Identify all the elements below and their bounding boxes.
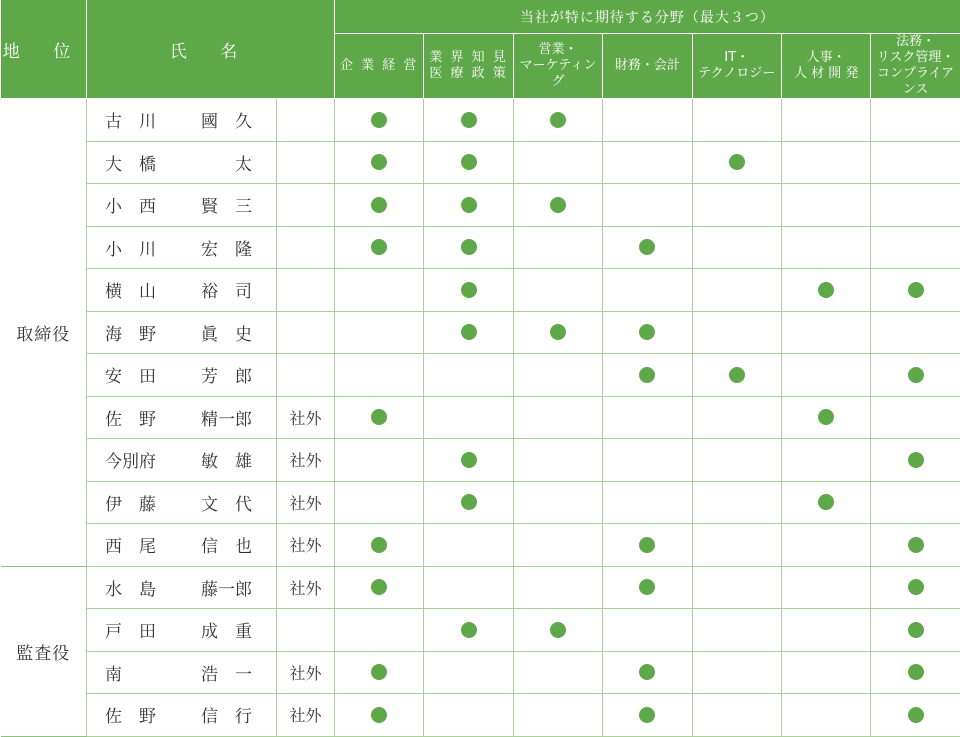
field-cell xyxy=(692,609,781,652)
field-cell xyxy=(424,396,513,439)
expected-field-dot-icon xyxy=(371,112,387,128)
field-cell xyxy=(781,566,870,609)
member-surname: 小 西 xyxy=(105,192,201,217)
field-cell xyxy=(871,566,960,609)
table-row xyxy=(1,481,960,524)
field-cell xyxy=(871,694,960,737)
table-row xyxy=(1,226,960,269)
member-surname: 小 川 xyxy=(105,235,201,260)
table-row xyxy=(1,609,960,652)
external-badge: 社外 xyxy=(277,481,335,524)
field-cell xyxy=(335,524,424,567)
expected-field-dot-icon xyxy=(639,707,655,723)
header-field-it-technology: IT・ テクノロジー xyxy=(692,34,781,99)
field-cell xyxy=(335,439,424,482)
member-name xyxy=(87,481,277,524)
expected-field-dot-icon xyxy=(461,197,477,213)
field-cell xyxy=(603,566,692,609)
member-name xyxy=(87,524,277,567)
field-cell xyxy=(692,396,781,439)
expected-field-dot-icon xyxy=(639,664,655,680)
member-given-name: 文 代 xyxy=(201,490,252,515)
field-cell xyxy=(335,269,424,312)
field-cell xyxy=(871,439,960,482)
expected-field-dot-icon xyxy=(550,622,566,638)
field-cell xyxy=(335,651,424,694)
expected-field-dot-icon xyxy=(371,239,387,255)
field-cell xyxy=(603,694,692,737)
member-name xyxy=(87,354,277,397)
field-cell xyxy=(335,99,424,142)
external-badge: 社外 xyxy=(277,396,335,439)
header-field-corporate-management: 企 業 経 営 xyxy=(335,34,424,99)
field-cell xyxy=(513,694,602,737)
field-cell xyxy=(424,481,513,524)
expected-field-dot-icon xyxy=(729,154,745,170)
expected-field-dot-icon xyxy=(908,367,924,383)
field-cell xyxy=(335,354,424,397)
field-cell xyxy=(692,99,781,142)
field-cell xyxy=(871,269,960,312)
field-cell xyxy=(335,141,424,184)
field-cell xyxy=(603,99,692,142)
member-name xyxy=(87,141,277,184)
expected-field-dot-icon xyxy=(461,112,477,128)
expected-field-dot-icon xyxy=(371,409,387,425)
external-badge xyxy=(277,184,335,227)
table-row xyxy=(1,439,960,482)
field-cell xyxy=(603,311,692,354)
field-cell xyxy=(692,566,781,609)
external-badge xyxy=(277,609,335,652)
member-surname: 西 尾 xyxy=(105,532,201,557)
table-row xyxy=(1,651,960,694)
expected-field-dot-icon xyxy=(639,239,655,255)
external-badge xyxy=(277,354,335,397)
table-row xyxy=(1,184,960,227)
field-cell xyxy=(603,141,692,184)
table-row xyxy=(1,269,960,312)
member-given-name: 藤一郎 xyxy=(201,575,252,600)
field-cell xyxy=(871,184,960,227)
field-cell xyxy=(781,694,870,737)
member-surname: 大 橋 xyxy=(105,150,201,175)
field-cell xyxy=(781,524,870,567)
header-field-legal-risk-compliance: 法務・ リスク管理・ コンプライアンス xyxy=(871,34,960,99)
external-badge: 社外 xyxy=(277,566,335,609)
expected-field-dot-icon xyxy=(461,324,477,340)
expected-field-dot-icon xyxy=(371,707,387,723)
member-name xyxy=(87,609,277,652)
expected-field-dot-icon xyxy=(818,409,834,425)
expected-field-dot-icon xyxy=(908,622,924,638)
field-cell xyxy=(603,354,692,397)
field-cell xyxy=(781,141,870,184)
field-cell xyxy=(513,226,602,269)
field-cell xyxy=(424,566,513,609)
member-name xyxy=(87,439,277,482)
external-badge: 社外 xyxy=(277,524,335,567)
expected-field-dot-icon xyxy=(550,197,566,213)
member-name xyxy=(87,99,277,142)
field-cell xyxy=(692,524,781,567)
field-cell xyxy=(781,651,870,694)
member-surname: 伊 藤 xyxy=(105,490,201,515)
member-given-name: 宏 隆 xyxy=(201,235,252,260)
member-surname: 佐 野 xyxy=(105,405,201,430)
header-field-industry-policy: 業 界 知 見 医 療 政 策 xyxy=(424,34,513,99)
expected-field-dot-icon xyxy=(461,494,477,510)
field-cell xyxy=(424,524,513,567)
field-cell xyxy=(781,354,870,397)
position-label: 取締役 xyxy=(1,99,87,567)
external-badge: 社外 xyxy=(277,651,335,694)
member-given-name: 裕 司 xyxy=(201,277,252,302)
field-cell xyxy=(781,311,870,354)
field-cell xyxy=(513,354,602,397)
expected-field-dot-icon xyxy=(818,282,834,298)
expected-field-dot-icon xyxy=(371,197,387,213)
field-cell xyxy=(871,396,960,439)
field-cell xyxy=(513,141,602,184)
field-cell xyxy=(603,226,692,269)
member-surname: 今別府 xyxy=(105,447,201,472)
member-given-name: 敏 雄 xyxy=(201,447,252,472)
table-row xyxy=(1,99,960,142)
member-surname: 海 野 xyxy=(105,320,201,345)
field-cell xyxy=(513,269,602,312)
field-cell xyxy=(424,141,513,184)
field-cell xyxy=(335,226,424,269)
expected-field-dot-icon xyxy=(908,579,924,595)
expected-field-dot-icon xyxy=(639,324,655,340)
field-cell xyxy=(692,269,781,312)
header-field-finance-accounting: 財務・会計 xyxy=(603,34,692,99)
field-cell xyxy=(603,184,692,227)
field-cell xyxy=(603,481,692,524)
field-cell xyxy=(781,269,870,312)
expected-field-dot-icon xyxy=(908,537,924,553)
field-cell xyxy=(513,311,602,354)
field-cell xyxy=(424,269,513,312)
field-cell xyxy=(871,141,960,184)
field-cell xyxy=(692,354,781,397)
member-given-name: 成 重 xyxy=(201,617,252,642)
field-cell xyxy=(335,609,424,652)
member-surname: 横 山 xyxy=(105,277,201,302)
field-cell xyxy=(603,651,692,694)
field-cell xyxy=(424,439,513,482)
external-badge xyxy=(277,141,335,184)
expected-field-dot-icon xyxy=(908,664,924,680)
expected-field-dot-icon xyxy=(550,112,566,128)
field-cell xyxy=(781,481,870,524)
member-surname: 古 川 xyxy=(105,107,201,132)
table-row xyxy=(1,141,960,184)
field-cell xyxy=(692,439,781,482)
field-cell xyxy=(513,439,602,482)
expected-field-dot-icon xyxy=(461,154,477,170)
external-badge: 社外 xyxy=(277,439,335,482)
member-name xyxy=(87,226,277,269)
expected-field-dot-icon xyxy=(461,622,477,638)
field-cell xyxy=(781,439,870,482)
member-given-name: 賢 三 xyxy=(201,192,252,217)
field-cell xyxy=(513,99,602,142)
field-cell xyxy=(424,694,513,737)
field-cell xyxy=(603,524,692,567)
expected-field-dot-icon xyxy=(908,452,924,468)
field-cell xyxy=(513,609,602,652)
field-cell xyxy=(424,354,513,397)
field-cell xyxy=(871,651,960,694)
field-cell xyxy=(603,396,692,439)
field-cell xyxy=(692,651,781,694)
field-cell xyxy=(424,609,513,652)
header-expected-fields: 当社が特に期待する分野（最大３つ） xyxy=(335,0,960,34)
field-cell xyxy=(692,481,781,524)
expected-field-dot-icon xyxy=(639,579,655,595)
expected-field-dot-icon xyxy=(371,579,387,595)
member-surname: 佐 野 xyxy=(105,702,201,727)
field-cell xyxy=(335,311,424,354)
field-cell xyxy=(781,99,870,142)
member-given-name: 信 行 xyxy=(201,702,252,727)
field-cell xyxy=(692,226,781,269)
expected-field-dot-icon xyxy=(550,324,566,340)
field-cell xyxy=(871,524,960,567)
member-given-name: 眞 史 xyxy=(201,320,252,345)
external-badge xyxy=(277,311,335,354)
field-cell xyxy=(603,439,692,482)
member-name xyxy=(87,396,277,439)
member-given-name: 信 也 xyxy=(201,532,252,557)
field-cell xyxy=(871,226,960,269)
member-given-name: 國 久 xyxy=(201,107,252,132)
member-given-name: 芳 郎 xyxy=(201,362,252,387)
field-cell xyxy=(692,311,781,354)
field-cell xyxy=(603,609,692,652)
field-cell xyxy=(781,396,870,439)
external-badge xyxy=(277,269,335,312)
field-cell xyxy=(513,651,602,694)
table-header xyxy=(1,0,960,99)
header-name: 氏 名 xyxy=(87,0,335,99)
field-cell xyxy=(424,226,513,269)
field-cell xyxy=(335,184,424,227)
field-cell xyxy=(335,566,424,609)
expected-field-dot-icon xyxy=(461,282,477,298)
field-cell xyxy=(692,184,781,227)
expected-field-dot-icon xyxy=(908,282,924,298)
table-body xyxy=(1,99,960,737)
field-cell xyxy=(424,184,513,227)
field-cell xyxy=(692,141,781,184)
field-cell xyxy=(781,184,870,227)
field-cell xyxy=(335,396,424,439)
field-cell xyxy=(603,269,692,312)
field-cell xyxy=(513,396,602,439)
external-badge: 社外 xyxy=(277,694,335,737)
expected-field-dot-icon xyxy=(461,452,477,468)
expected-field-dot-icon xyxy=(461,239,477,255)
member-given-name: 精一郎 xyxy=(201,405,252,430)
member-name xyxy=(87,651,277,694)
external-badge xyxy=(277,99,335,142)
member-surname: 水 島 xyxy=(105,575,201,600)
field-cell xyxy=(424,651,513,694)
field-cell xyxy=(335,481,424,524)
field-cell xyxy=(871,609,960,652)
member-name xyxy=(87,311,277,354)
header-field-sales-marketing: 営業・ マーケティング xyxy=(513,34,602,99)
table-row xyxy=(1,694,960,737)
member-name xyxy=(87,566,277,609)
expected-field-dot-icon xyxy=(639,367,655,383)
header-position: 地 位 xyxy=(1,0,87,99)
expected-field-dot-icon xyxy=(729,367,745,383)
field-cell xyxy=(424,99,513,142)
expected-field-dot-icon xyxy=(639,537,655,553)
field-cell xyxy=(781,226,870,269)
field-cell xyxy=(424,311,513,354)
field-cell xyxy=(513,481,602,524)
header-field-hr-development: 人事・ 人 材 開 発 xyxy=(781,34,870,99)
table-row xyxy=(1,311,960,354)
member-name xyxy=(87,269,277,312)
field-cell xyxy=(335,694,424,737)
field-cell xyxy=(513,184,602,227)
member-name xyxy=(87,694,277,737)
expected-field-dot-icon xyxy=(818,494,834,510)
field-cell xyxy=(871,354,960,397)
field-cell xyxy=(692,694,781,737)
expected-field-dot-icon xyxy=(371,664,387,680)
table-row xyxy=(1,396,960,439)
expected-field-dot-icon xyxy=(371,537,387,553)
table-row xyxy=(1,524,960,567)
member-given-name: 太 xyxy=(201,150,252,175)
member-surname: 戸 田 xyxy=(105,617,201,642)
member-name xyxy=(87,184,277,227)
field-cell xyxy=(871,311,960,354)
field-cell xyxy=(781,609,870,652)
expected-field-dot-icon xyxy=(371,154,387,170)
field-cell xyxy=(513,566,602,609)
field-cell xyxy=(871,481,960,524)
member-surname: 南 xyxy=(105,660,201,685)
expected-field-dot-icon xyxy=(908,707,924,723)
external-badge xyxy=(277,226,335,269)
position-label: 監査役 xyxy=(1,566,87,736)
table-row xyxy=(1,566,960,609)
table-row xyxy=(1,354,960,397)
field-cell xyxy=(871,99,960,142)
member-surname: 安 田 xyxy=(105,362,201,387)
field-cell xyxy=(513,524,602,567)
member-given-name: 浩 一 xyxy=(201,660,252,685)
